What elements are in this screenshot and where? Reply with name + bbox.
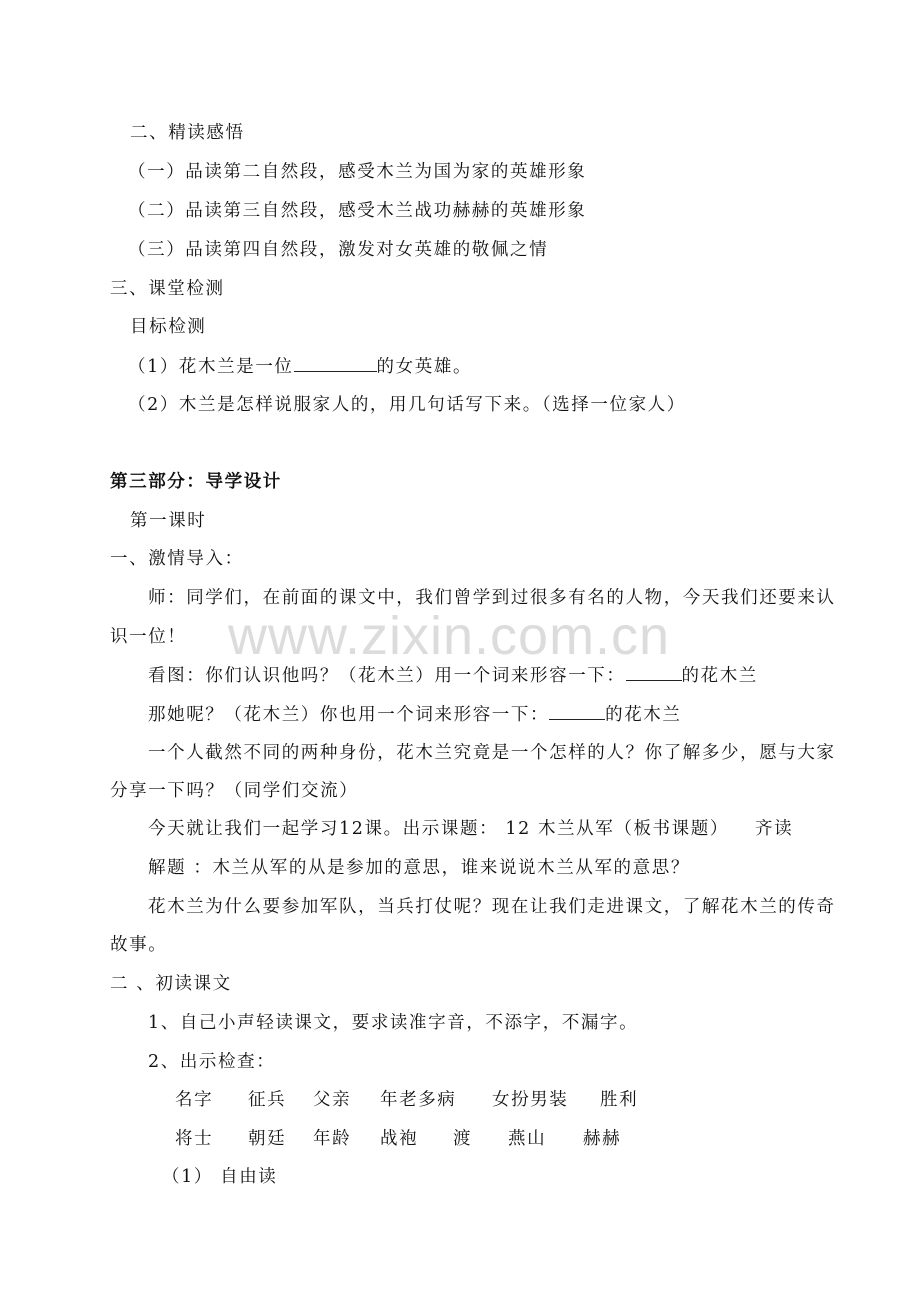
lesson-label: 第一课时: [130, 511, 207, 531]
section-heading: 二、精读感悟: [130, 123, 245, 143]
vocab-word: 名字: [175, 1090, 214, 1110]
step: 2、出示检查：: [148, 1052, 276, 1072]
vocab-word: 燕山: [508, 1129, 547, 1149]
vocab-word: 将士: [175, 1129, 214, 1149]
paragraph: 花木兰为什么要参加军队，当兵打仗呢？现在让我们走进课文，了解花木兰的传奇: [148, 897, 836, 917]
question-1: [128, 355, 472, 378]
vocab-word: 父亲: [313, 1090, 352, 1110]
paragraph-text: 那她呢？（花木兰）你也用一个词来形容一下：: [148, 705, 550, 725]
list-item: （一）品读第二自然段，感受木兰为国为家的英雄形象: [128, 162, 587, 182]
paragraph: 分享一下吗？（同学们交流）: [110, 781, 359, 801]
question-text: （1）花木兰是一位: [128, 357, 294, 377]
paragraph: 识一位！: [110, 627, 187, 647]
step: 1、自己小声轻读课文，要求读准字音，不添字，不漏字。: [148, 1013, 639, 1033]
paragraph: [148, 703, 682, 726]
vocab-word: 胜利: [600, 1090, 639, 1110]
paragraph-text: 今天就让我们一起学习12课。出示课题： 12 木兰从军（板书课题）: [148, 819, 729, 839]
vocab-word: 渡: [453, 1129, 473, 1149]
vocab-word: 战袍: [380, 1129, 419, 1149]
vocab-word: 年龄: [313, 1129, 352, 1149]
paragraph-text: 看图：你们认识他吗？（花木兰）用一个词来形容一下：: [148, 666, 626, 686]
paragraph-text: 的花木兰: [681, 666, 758, 686]
paragraph: 故事。: [110, 935, 168, 955]
watermark: www.zixin.com.cn: [228, 606, 671, 666]
paragraph: 一个人截然不同的两种身份，花木兰究竟是一个怎样的人？你了解多少，愿与大家: [148, 743, 836, 763]
paragraph: 师：同学们，在前面的课文中，我们曾学到过很多有名的人物，今天我们还要来认: [148, 588, 836, 608]
answer-blank: [549, 703, 605, 720]
answer-blank: [626, 664, 682, 681]
vocab-word: 年老多病: [380, 1090, 457, 1110]
paragraph: [148, 664, 758, 687]
answer-blank: [294, 355, 377, 372]
vocab-word: 赫赫: [583, 1129, 622, 1149]
vocab-word: 朝廷: [248, 1129, 287, 1149]
list-item: （二）品读第三自然段，感受木兰战功赫赫的英雄形象: [128, 201, 587, 221]
subheading: 目标检测: [130, 317, 207, 337]
paragraph-tail: 齐读: [754, 819, 794, 839]
question-text: 的女英雄。: [376, 357, 473, 377]
list-item: （三）品读第四自然段，激发对女英雄的敬佩之情: [128, 240, 549, 260]
paragraph: 解题 ：木兰从军的从是参加的意思，谁来说说木兰从军的意思？: [148, 858, 690, 878]
part-title: 第三部分：导学设计: [110, 472, 282, 492]
sub-step: （1） 自由读: [162, 1167, 278, 1187]
vocab-word: 女扮男装: [492, 1090, 569, 1110]
vocab-word: 征兵: [248, 1090, 287, 1110]
paragraph: [148, 818, 793, 840]
section-heading: 一、激情导入：: [110, 549, 244, 569]
section-heading: 二 、初读课文: [110, 974, 232, 994]
section-heading: 三、课堂检测: [110, 279, 225, 299]
question-2: （2）木兰是怎样说服家人的，用几句话写下来。（选择一位家人）: [128, 395, 686, 415]
paragraph-text: 的花木兰: [605, 705, 682, 725]
